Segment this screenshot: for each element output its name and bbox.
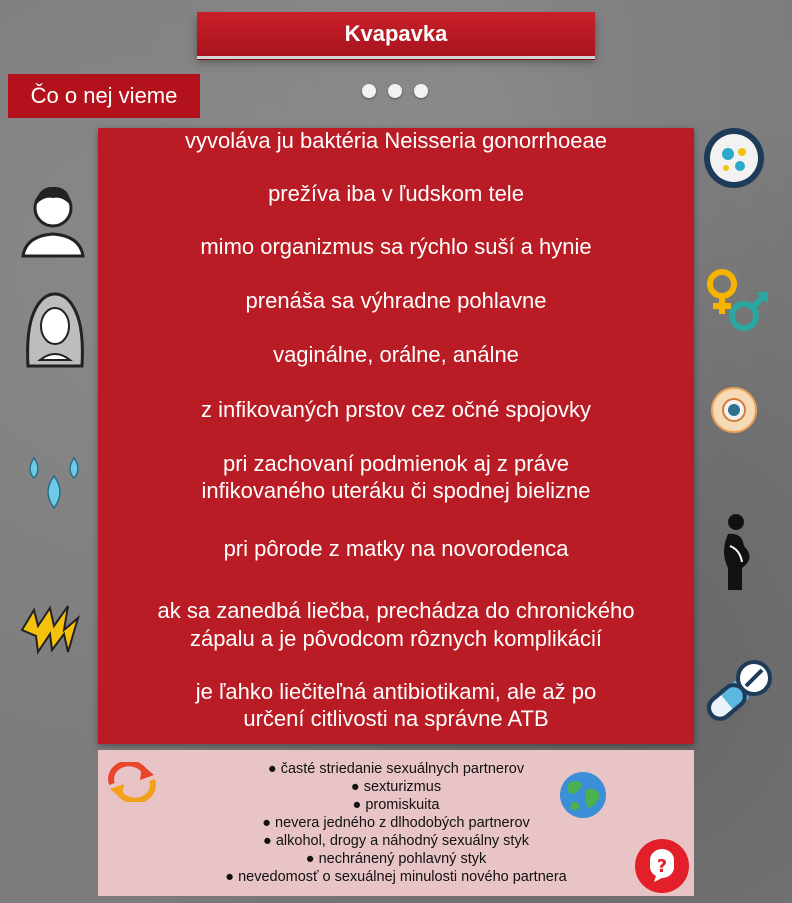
- risk-item: ● promiskuita: [208, 796, 584, 814]
- water-droplets-icon: [22, 456, 88, 517]
- gender-symbols-icon: [700, 264, 772, 341]
- risk-item: ● nechránený pohlavný styk: [208, 850, 584, 868]
- bacteria-petri-dish-icon: [702, 126, 766, 195]
- fact-treatment-line2: určení citlivosti na správne ATB: [243, 706, 549, 731]
- section-label: Čo o nej vieme: [8, 74, 200, 118]
- fact-birth: pri pôrode z matky na novorodenca: [223, 536, 569, 561]
- risk-factors-panel: [98, 750, 694, 896]
- fact-towel-line2: infikovaného uteráku či spodnej bielizne: [201, 478, 591, 503]
- recycle-arrows-icon: [106, 762, 158, 807]
- pregnant-woman-icon: [716, 512, 756, 597]
- fact-transmission: prenáša sa výhradne pohlavne: [245, 288, 547, 313]
- fact-dries: mimo organizmus sa rýchlo suší a hynie: [200, 234, 592, 259]
- fact-chronic-line2: zápalu a je pôvodcom rôznych komplikácií: [189, 626, 603, 651]
- more-options-dots[interactable]: [362, 84, 428, 98]
- male-silhouette-icon: [18, 178, 88, 263]
- fact-routes: vaginálne, orálne, análne: [273, 342, 519, 367]
- fact-bacteria: vyvoláva ju baktéria Neisseria gonorrhoeae: [185, 128, 607, 153]
- dot: [388, 84, 402, 98]
- risk-item: ● sexturizmus: [208, 778, 584, 796]
- female-silhouette-icon: [22, 290, 88, 373]
- fact-eyes: z infikovaných prstov cez očné spojovky: [200, 397, 592, 422]
- pills-icon: [700, 656, 776, 737]
- facts-panel: [98, 128, 694, 744]
- question-bubble-icon[interactable]: [634, 838, 690, 899]
- dot: [362, 84, 376, 98]
- fact-survives: prežíva iba v ľudskom tele: [268, 181, 524, 206]
- risk-factors-list: [208, 760, 584, 886]
- page-title: Kvapavka: [344, 21, 448, 46]
- fact-chronic-line1: ak sa zanedbá liečba, prechádza do chronického: [157, 598, 635, 623]
- svg-text:?: ?: [656, 856, 668, 877]
- fact-treatment-line1: je ľahko liečiteľná antibiotikami, ale až po: [195, 679, 597, 704]
- title-banner: [197, 12, 595, 56]
- risk-item: ● alkohol, drogy a náhodný sexuálny styk: [208, 832, 584, 850]
- risk-item: ● nevera jedného z dlhodobých partnerov: [208, 814, 584, 832]
- globe-icon: [558, 770, 608, 825]
- eye-icon: [710, 386, 758, 439]
- banner-underline: [197, 56, 595, 59]
- dot: [414, 84, 428, 98]
- risk-item: ● časté striedanie sexuálnych partnerov: [208, 760, 584, 778]
- fact-towel-line1: pri zachovaní podmienok aj z práve: [222, 451, 570, 476]
- lightning-pain-icon: [18, 604, 84, 661]
- risk-item: ● nevedomosť o sexuálnej minulosti nového partnera: [208, 868, 584, 886]
